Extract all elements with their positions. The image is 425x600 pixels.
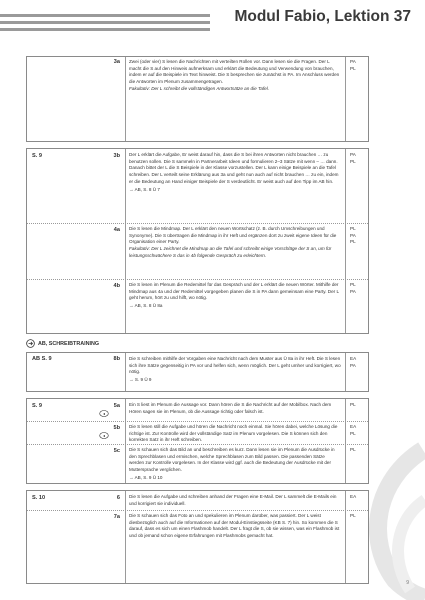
optional-note: Fakultativ: Der L zeichnet die Mindmap an die Tafel und schreibt einige Vorschläge der S an, um für leistungsschwächere S das in 4b folgende Gespräch zu erleichtern. <box>129 246 332 258</box>
step-text: Die S lesen im Plenum die Redemittel für das Gespräch und der L erklärt die neuen Wörter. Mithilfe der Mindmap aus 4a und der Redemittel vorgegeben planen die S in PA dann gemeinsam eine Party. Der L geht herum, hört zu und hilft, wo nötig. → AB, S. 8 Ü 8a <box>129 282 341 310</box>
lesson-block-5 <box>26 490 369 584</box>
section-tag-label: AB, SCHREIBTRAINING <box>38 340 100 347</box>
step-label: 3b <box>113 153 120 159</box>
lesson-block-4 <box>26 398 369 484</box>
social-form: EA PL <box>350 424 357 436</box>
step-label: 5c <box>113 448 120 454</box>
lesson-block-3 <box>26 352 369 392</box>
step-text: Die S schreiben mithilfe der Vorgaben eine Nachricht nach dem Muster aus Ü 8a in ihr Heft. Die S lesen sich ihre Sätze gegenseitig in PA vor und helfen sich, wenn möglich. Der L geht umher und korrigiert, wo nötig. → S. 9 Ü 9 <box>129 356 341 383</box>
step-text: Der L erklärt die Aufgabe, Er weist darauf hin, dass die S bei ihren Antworten nicht brauchen … zu benutzen sollen. Die S sammeln in Partnerarbeit Ideen und formulieren 2–3 Sätze mit wenn – … dann. Danach bittet der L die S Beispiele in der Klasse vorzustellen. Der L kann einige Beispiele an die Tafel schreiben. Der L verteilt seine Erklärung aus 3a und geht nun auch auf nicht brauchen … zu ein, indem er die Bedeutung an Hand einiger Beispiele der S verdeutlicht. Er weist auch auf den Tipp im AB hin. → AB, S. 8 Ü 7 <box>129 152 341 193</box>
page-number: 9 <box>406 580 409 586</box>
step-label: 6 <box>116 495 120 501</box>
social-form: EA PA <box>350 356 357 368</box>
workbook-reference: → AB, S. 8 Ü 8a <box>129 303 163 309</box>
social-form: PL <box>350 513 356 518</box>
optional-note: Fakultativ: Der L schreibt die vollständigen Antwortsätze an die Tafel. <box>129 85 270 91</box>
step-text: Die S schauen sich das Bild an und beschreiben es kurz. Dann lesen sie im Plenum die Ausdrücke in den Sprechblasen und ermischen, welche Sprechblasen zum Bild passen. Die passenden Sätze werden zur Kontrolle vorgelesen. In der Klasse wird ggf. auch die Bedeutung der Ausdrücke mit der Muttersprache verglichen. → AB, S. 9 Ü 10 <box>129 447 341 482</box>
workbook-reference: → S. 9 Ü 9 <box>129 377 152 383</box>
step-text: Die S lesen still die Aufgabe und hören die Nachricht noch einmal. Sie hören dabei, welche Lösung die richtige ist. Zur Kontrolle wird der vollständige Satz im Plenum vorgelesen. Die S können sich den korrekten Satz in ihr Heft schreiben. <box>129 424 338 443</box>
social-form: PL PA PL <box>350 226 356 245</box>
step-text: Die S lesen die Aufgabe und schreiben anhand der Fragen eine E-Mail. Der L sammelt die E-Mails ein und korrigiert sie individuell. <box>129 494 337 506</box>
step-label: 4b <box>113 283 120 289</box>
social-form: EA <box>350 494 357 499</box>
step-label: 5b <box>113 425 120 431</box>
step-label: 7a <box>113 514 120 520</box>
header-decoration <box>0 14 210 35</box>
arrow-circle-icon <box>26 339 35 348</box>
audio-cd-icon <box>99 410 109 417</box>
audio-cd-icon <box>99 432 109 439</box>
step-text: Zwei (oder vier) S lesen die Nachrichten mit verteilten Rollen vor. Dann lesen sie die Fragen. Der L macht die S auf den Hinweis aufmerksam und erklärt die Bedeutung und Verwendung von brauchen, indem er auf die Beispiele im Text hinweist. Die S besprechen sie zunächst in PA. Im Anschluss werden die Antworten im Plenum zusammengetragen. Fakultativ: Der L schreibt die vollständigen Antwortsätze an die Tafel. <box>129 59 340 91</box>
workbook-reference: → AB, S. 8 Ü 7 <box>129 186 160 192</box>
step-label: 4a <box>113 227 120 233</box>
section-page-label: AB S. 9 <box>32 356 52 362</box>
lesson-block-2 <box>26 148 369 334</box>
section-tag <box>26 339 99 348</box>
social-form: PA PL <box>350 59 356 71</box>
social-form: PA PL <box>350 152 356 164</box>
page-title: Modul Fabio, Lektion 37 <box>234 8 411 25</box>
social-form: PL <box>350 402 356 407</box>
svg-text:◂: ◂ <box>102 411 106 416</box>
social-form: PL PA <box>350 282 356 294</box>
svg-text:◂: ◂ <box>102 433 106 438</box>
lesson-block-1 <box>26 56 369 142</box>
workbook-reference: → AB, S. 9 Ü 10 <box>129 474 163 480</box>
section-page-label: S. 9 <box>32 153 42 159</box>
step-label: 8b <box>113 356 120 362</box>
step-text: Ein S liest im Plenum die Aussage vor. Dann hören die S die Nachricht auf der Mobilbox. Nach dem Hören sagen sie im Plenum, ob die Aussage richtig oder falsch ist. <box>129 402 332 414</box>
step-text: Die S lesen die Mindmap. Der L erklärt den neuen Wortschatz (z. B. durch Umschreibungen und Synonyme). Die S übertragen die Mindmap in ihr Heft und ergänzen dort zu zweit eigene Ideen für die Organisation einer Party. Fakultativ: Der L zeichnet die Mindmap an die Tafel und schreibt einige Vorschläge der S an, um für leistungsschwächere S das in 4b folgende Gespräch zu erleichtern. <box>129 226 341 260</box>
step-label: 5a <box>113 403 120 409</box>
step-label: 3a <box>113 59 120 65</box>
section-page-label: S. 10 <box>32 495 46 501</box>
step-text: Die S schauen sich das Foto an und spekulieren im Plenum darüber, was passiert. Der L weist diesbezüglich auch auf die Informationen auf der Modul-Einstiegsseite (KB S. 7) hin. So kommen die S darauf, dass es sich um einen Flashmob handelt. Der L fragt die S, ob sie wissen, was ein Flashmob ist und ob jemand schon eigene Erfahrungen mit Flashmobs gemacht hat. <box>129 513 340 539</box>
section-page-label: S. 9 <box>32 403 42 409</box>
social-form: PL <box>350 447 356 452</box>
